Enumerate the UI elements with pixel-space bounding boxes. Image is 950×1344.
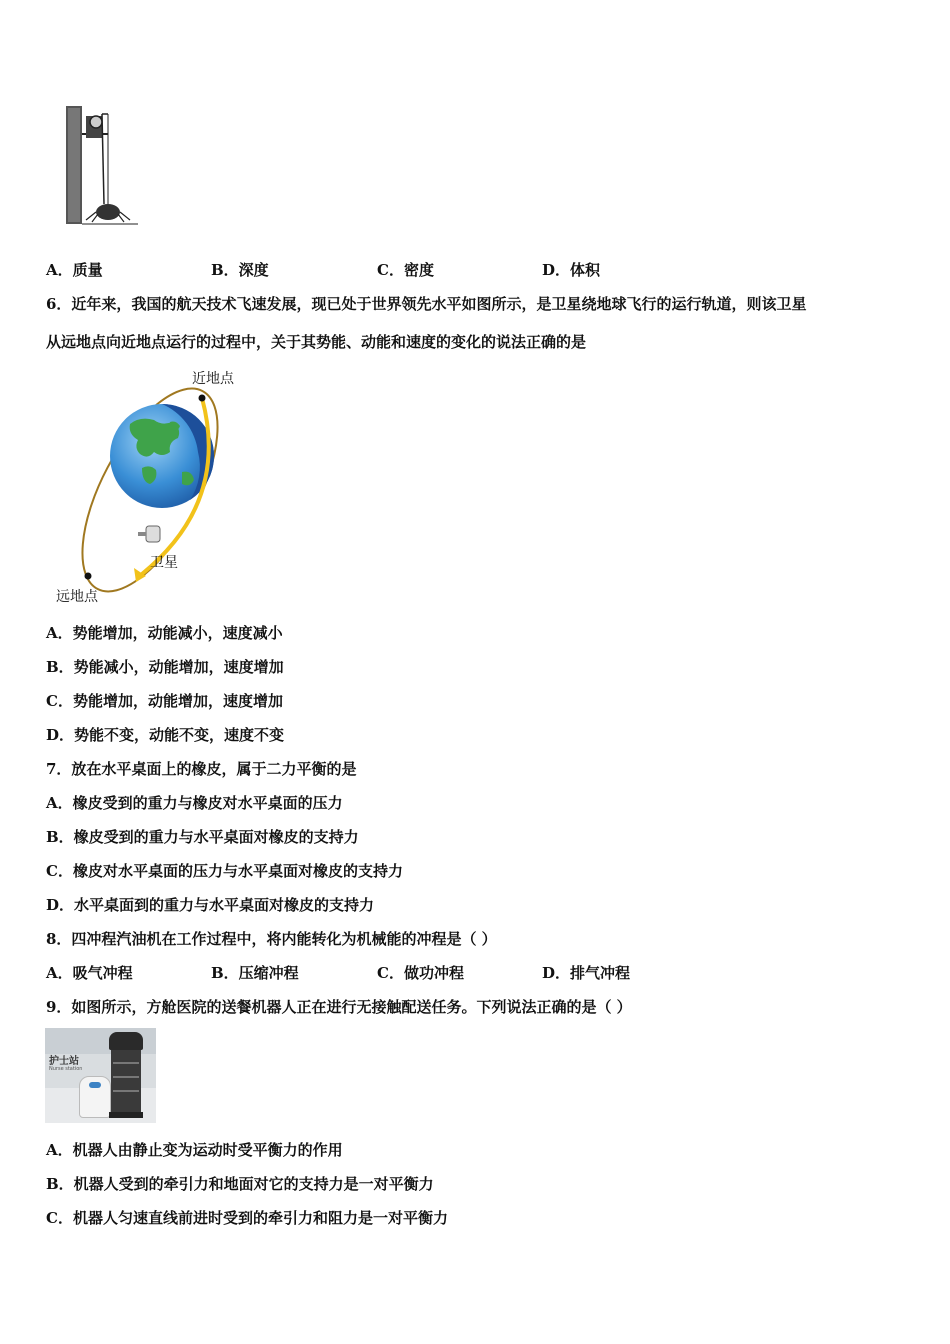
q9-photo-sign-sub: Nurse station: [49, 1066, 83, 1072]
q9-robot-photo: [45, 1028, 156, 1123]
q6-option-c: C．势能增加，动能增加，速度增加: [46, 692, 283, 710]
q5-option-d: D．体积: [542, 261, 601, 279]
q6-stem-line2: 从远地点向近地点运行的过程中，关于其势能、动能和速度的变化的说法正确的是: [46, 333, 587, 351]
q9-option-b: B．机器人受到的牵引力和地面对它的支持力是一对平衡力: [46, 1175, 434, 1193]
q5-option-b: B．深度: [211, 261, 269, 279]
q7-option-a: A．橡皮受到的重力与橡皮对水平桌面的压力: [46, 794, 343, 812]
q8-stem: 8．四冲程汽油机在工作过程中，将内能转化为机械能的冲程是（ ）: [46, 930, 497, 948]
q5-option-a: A．质量: [46, 261, 103, 279]
q8-option-c: C．做功冲程: [377, 964, 464, 982]
apogee-dot: [85, 573, 92, 580]
q6-option-d: D．势能不变，动能不变，速度不变: [46, 726, 285, 744]
q8-option-b: B．压缩冲程: [211, 964, 299, 982]
q7-option-b: B．橡皮受到的重力与水平桌面对橡皮的支持力: [46, 828, 359, 846]
perigee-dot: [199, 395, 206, 402]
q9-stem: 9．如图所示，方舱医院的送餐机器人正在进行无接触配送任务。下列说法正确的是（ ）: [46, 998, 632, 1016]
q6-label-perigee: 近地点: [192, 371, 234, 387]
q6-option-b: B．势能减小，动能增加，速度增加: [46, 658, 284, 676]
q6-option-a: A．势能增加，动能减小，速度减小: [46, 624, 283, 642]
q9-option-a: A．机器人由静止变为运动时受平衡力的作用: [46, 1141, 343, 1159]
q6-label-satellite: 卫星: [150, 555, 178, 571]
q5-option-c: C．密度: [377, 261, 434, 279]
q7-option-c: C．橡皮对水平桌面的压力与水平桌面对橡皮的支持力: [46, 862, 403, 880]
q9-photo-sign: 护士站: [49, 1056, 79, 1067]
q8-option-a: A．吸气冲程: [46, 964, 133, 982]
q9-option-c: C．机器人匀速直线前进时受到的牵引力和阻力是一对平衡力: [46, 1209, 448, 1227]
q7-stem: 7．放在水平桌面上的橡皮，属于二力平衡的是: [46, 760, 357, 778]
q7-option-d: D．水平桌面到的重力与水平桌面对橡皮的支持力: [46, 896, 375, 914]
q5-figure: [64, 104, 140, 228]
q6-stem-line1: 6．近年来，我国的航天技术飞速发展，现已处于世界领先水平如图所示，是卫星绕地球飞行的运行轨道，则该卫星: [46, 295, 807, 313]
satellite-icon: [138, 526, 160, 542]
q6-label-apogee: 远地点: [56, 589, 98, 605]
q8-option-d: D．排气冲程: [542, 964, 631, 982]
